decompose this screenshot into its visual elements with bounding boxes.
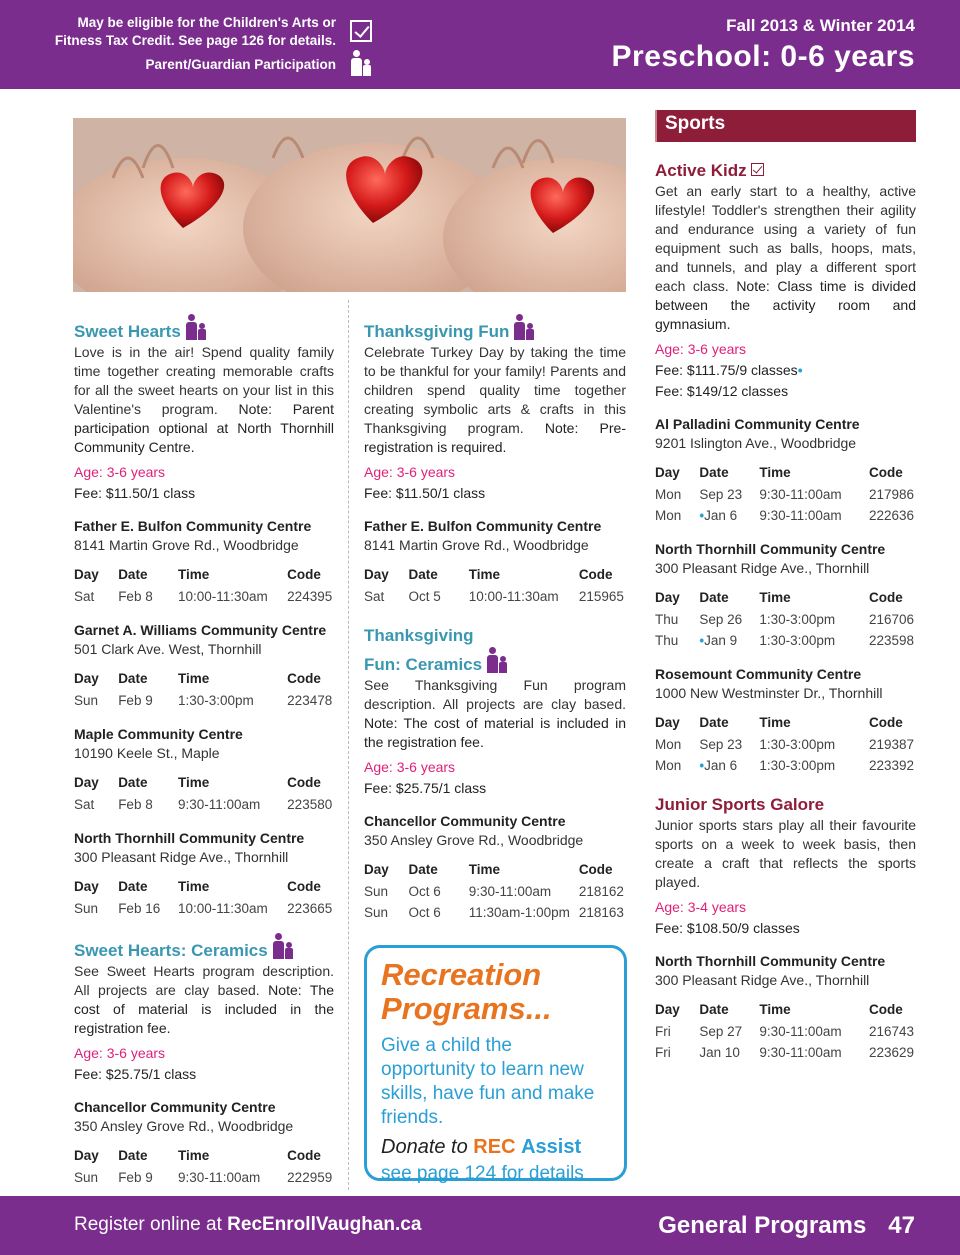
- venue-name: Father E. Bulfon Community Centre: [364, 518, 602, 534]
- hearts-in-hands-photo: [73, 118, 626, 292]
- venue-address: 501 Clark Ave. West, Thornhill: [74, 641, 262, 657]
- col-header-day: Day: [74, 567, 99, 582]
- col-header-time: Time: [177, 567, 210, 582]
- parent-participation-legend: Parent/Guardian Participation: [145, 57, 336, 72]
- program-description: Celebrate Turkey Day by taking the time to be thankful for your family! Parents and children spend quality time together creating symbolic arts & crafts in this Thanksgiving program. Note: Pre-registration is required.: [364, 344, 626, 455]
- venue-name: Maple Community Centre: [74, 726, 243, 742]
- schedule-table: Day Date Time Code Sat Feb 8 9:30-11:00am 223580: [74, 773, 334, 815]
- venue-address: 300 Pleasant Ridge Ave., Thornhill: [74, 849, 289, 865]
- table-row: Sat Feb 8 9:30-11:00am 223580: [74, 797, 333, 812]
- age-range: Age: 3-6 years: [74, 1045, 166, 1061]
- promo-see-page[interactable]: see page 124 for details: [381, 1163, 584, 1184]
- table-row: Sun Feb 9 1:30-3:00pm 223478: [74, 693, 333, 708]
- age-range: Age: 3-6 years: [364, 464, 456, 480]
- program-title-sweet-hearts-ceramics: Sweet Hearts: Ceramics: [74, 933, 334, 962]
- table-row: Mon •Jan 6 1:30-3:00pm 223392: [655, 758, 915, 773]
- fee: Fee: $25.75/1 class: [364, 780, 487, 796]
- table-row: Thu •Jan 9 1:30-3:00pm 223598: [655, 633, 915, 648]
- table-row: Mon Sep 23 9:30-11:00am 217986: [655, 487, 915, 502]
- page-header: [0, 0, 960, 89]
- column-1: [74, 300, 334, 1188]
- rec-assist-promo[interactable]: [364, 945, 627, 1184]
- fee: Fee: $25.75/1 class: [74, 1066, 197, 1082]
- age-range: Age: 3-6 years: [74, 464, 166, 480]
- table-row: Mon •Jan 6 9:30-11:00am 222636: [655, 508, 915, 523]
- col-header-code: Code: [287, 567, 321, 582]
- register-online: Register online at RecEnrollVaughan.ca: [74, 1214, 422, 1235]
- promo-title: Recreation Programs...: [381, 957, 552, 1026]
- age-range: Age: 3-4 years: [655, 899, 747, 915]
- legend-icons: [350, 20, 376, 81]
- schedule-table: Day Date Time Code Sun Feb 9 1:30-3:00pm 223478: [74, 669, 334, 711]
- dot-icon: •: [797, 362, 803, 378]
- hearts-photo-illustration: [73, 118, 626, 292]
- fee: Fee: $149/12 classes: [655, 383, 789, 399]
- column-divider: [348, 300, 349, 1190]
- program-description: Love is in the air! Spend quality family time together creating memorable crafts for all the sweet hearts on your list in this Valentine's program. Note: Parent participation optional at North Thornhill Community Centre.: [74, 344, 334, 455]
- schedule-table: Day Date Time Code Sun Feb 9 9:30-11:00am 222959: [74, 1146, 334, 1188]
- schedule-table: Day Date Time Code Fri Sep 27 9:30-11:00am 216743 Fri Jan 10 9:30-11:00am 223629: [655, 1000, 916, 1063]
- section-header-sports: Sports: [655, 110, 916, 142]
- table-row: Sun Feb 9 9:30-11:00am 222959: [74, 1170, 333, 1185]
- venue-name: North Thornhill Community Centre: [74, 830, 305, 846]
- venue-address: 300 Pleasant Ridge Ave., Thornhill: [655, 560, 870, 576]
- venue-name: Chancellor Community Centre: [74, 1099, 276, 1115]
- schedule-table: Day Date Time Code Sat Oct 5 10:00-11:30am 215965: [364, 565, 626, 607]
- venue-name: Garnet A. Williams Community Centre: [74, 622, 327, 638]
- venue-name: Al Palladini Community Centre: [655, 416, 860, 432]
- dot-icon: •: [699, 633, 705, 648]
- fee: Fee: $11.50/1 class: [74, 485, 196, 501]
- page-title: Preschool: 0-6 years: [611, 40, 915, 73]
- season-label: Fall 2013 & Winter 2014: [726, 16, 915, 35]
- tax-credit-line1: May be eligible for the Children's Arts or: [77, 15, 336, 30]
- venue-address: 350 Ansley Grove Rd., Woodbridge: [364, 832, 584, 848]
- program-description: Get an early start to a healthy, active lifestyle! Toddler's strengthen their agility and endurance using a variety of fun equipment such as balls, hoops, mats, and tunnels, and play a different sport each class. Note: Class time is divided between the activity room and gymnasium.: [655, 183, 917, 332]
- program-description: Junior sports stars play all their favourite sports on a week to week basis, then create a craft that reflects the sports played.: [655, 817, 916, 890]
- schedule-table: [74, 565, 334, 607]
- table-row: Sun Feb 16 10:00-11:30am 223665: [74, 901, 333, 916]
- register-link[interactable]: RecEnrollVaughan.ca: [227, 1214, 422, 1235]
- column-2: [364, 300, 626, 923]
- fee: Fee: $108.50/9 classes: [655, 920, 800, 936]
- program-title-active-kidz: Active Kidz: [655, 160, 916, 182]
- fee: Fee: $111.75/9 classes•: [655, 362, 803, 378]
- family-icon: [272, 933, 294, 959]
- table-row: Mon Sep 23 1:30-3:00pm 219387: [655, 737, 915, 752]
- table-row: Sun Oct 6 9:30-11:00am 218162: [364, 884, 624, 899]
- table-row: Sat Oct 5 10:00-11:30am 215965: [364, 589, 624, 604]
- program-title-junior-sports-galore: Junior Sports Galore: [655, 795, 825, 814]
- tax-credit-note: [55, 14, 336, 74]
- table-row: Sun Oct 6 11:30am-1:00pm 218163: [364, 905, 624, 920]
- table-row: Fri Jan 10 9:30-11:00am 223629: [655, 1045, 915, 1060]
- family-icon: [350, 50, 372, 76]
- venue-name: Father E. Bulfon Community Centre: [74, 518, 312, 534]
- promo-body: Give a child the opportunity to learn new skills, have fun and make friends.: [381, 1035, 595, 1128]
- col-header-date: Date: [118, 567, 148, 582]
- table-row: Thu Sep 26 1:30-3:00pm 216706: [655, 612, 915, 627]
- family-icon: [185, 314, 207, 340]
- family-icon: [486, 647, 508, 673]
- venue-address: 300 Pleasant Ridge Ave., Thornhill: [655, 972, 870, 988]
- venue-address: 8141 Martin Grove Rd., Woodbridge: [364, 537, 589, 553]
- program-title-thanksgiving-ceramics: Thanksgiving Fun: Ceramics: [364, 625, 626, 676]
- schedule-table: Day Date Time Code Thu Sep 26 1:30-3:00pm 216706 Thu •Jan 9 1:30-3:00pm 223598: [655, 588, 916, 651]
- schedule-table: Day Date Time Code Mon Sep 23 9:30-11:00am 217986 Mon •Jan 6 9:30-11:00am 222636: [655, 463, 916, 526]
- schedule-table: Day Date Time Code Mon Sep 23 1:30-3:00pm 219387 Mon •Jan 6 1:30-3:00pm 223392: [655, 713, 916, 776]
- table-row: Sat Feb 8 10:00-11:30am 224395: [74, 589, 333, 604]
- checkbox-icon: [751, 163, 764, 176]
- venue-name: Rosemount Community Centre: [655, 666, 862, 682]
- schedule-table: Day Date Time Code Sun Oct 6 9:30-11:00am 218162 Sun Oct 6 11:30am-1:00pm 218163: [364, 860, 626, 923]
- page-footer: [0, 1196, 960, 1255]
- dot-icon: •: [699, 508, 705, 523]
- dot-icon: •: [699, 758, 705, 773]
- family-icon: [513, 314, 535, 340]
- table-row: Fri Sep 27 9:30-11:00am 216743: [655, 1024, 915, 1039]
- venue-name: North Thornhill Community Centre: [655, 953, 886, 969]
- page-number: 47: [888, 1212, 915, 1239]
- checkbox-icon: [350, 20, 372, 42]
- footer-section: General Programs 47: [658, 1212, 915, 1239]
- venue-address: 8141 Martin Grove Rd., Woodbridge: [74, 537, 299, 553]
- schedule-table: Day Date Time Code Sun Feb 16 10:00-11:30am 223665: [74, 877, 334, 919]
- venue-address: 1000 New Westminster Dr., Thornhill: [655, 685, 883, 701]
- program-description: See Thanksgiving Fun program description. All projects are clay based. Note: The cost of material is included in the registration fee.: [364, 677, 626, 750]
- age-range: Age: 3-6 years: [655, 341, 747, 357]
- venue-address: 9201 Islington Ave., Woodbridge: [655, 435, 857, 451]
- program-title-thanksgiving-fun: Thanksgiving Fun: [364, 314, 626, 343]
- tax-credit-line2: Fitness Tax Credit. See page 126 for details.: [54, 33, 336, 48]
- age-range: Age: 3-6 years: [364, 759, 456, 775]
- program-title-sweet-hearts: Sweet Hearts: [74, 314, 334, 343]
- promo-donate: Donate to REC Assist: [381, 1136, 582, 1158]
- fee: Fee: $11.50/1 class: [364, 485, 486, 501]
- program-description: See Sweet Hearts program description. All projects are clay based. Note: The cost of material is included in the registration fee.: [74, 963, 334, 1036]
- venue-address: 350 Ansley Grove Rd., Woodbridge: [74, 1118, 294, 1134]
- venue-name: Chancellor Community Centre: [364, 813, 566, 829]
- venue-name: North Thornhill Community Centre: [655, 541, 886, 557]
- column-3: [655, 110, 916, 1063]
- venue-address: 10190 Keele St., Maple: [74, 745, 220, 761]
